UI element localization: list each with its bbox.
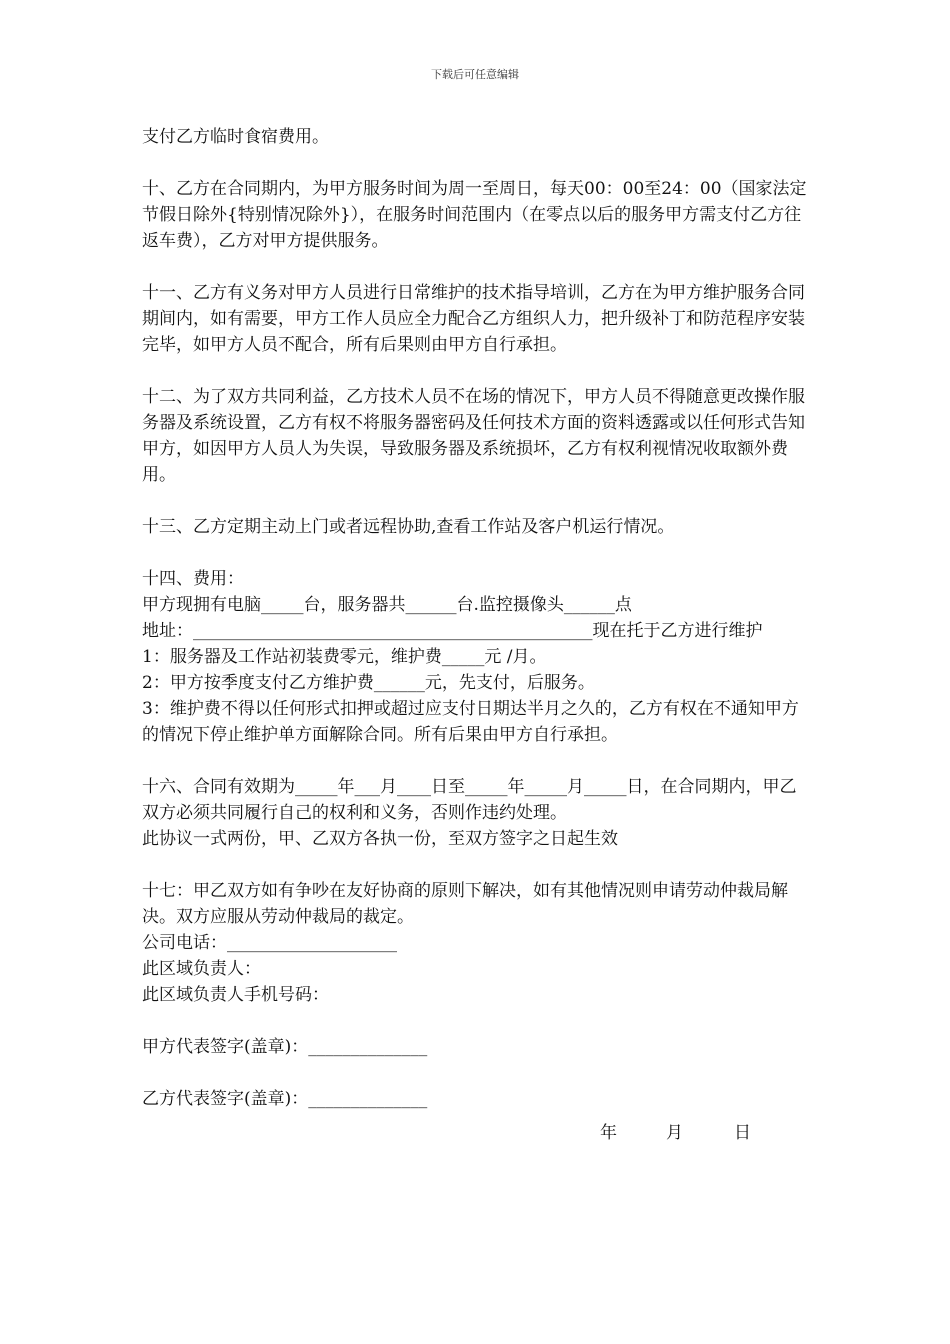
fees-item-2: 2：甲方按季度支付乙方维护费______元，先支付，后服务。 bbox=[142, 673, 595, 693]
date-month: 月 bbox=[666, 1123, 683, 1143]
clause-16-term: 十六、合同有效期为_____年___月____日至_____年_____月_____日，在合同期内，甲乙双方必须共同履行自己的权利和义务，否则作违约处理。 bbox=[142, 777, 797, 823]
date-year: 年 bbox=[600, 1123, 617, 1143]
date-day: 日 bbox=[734, 1123, 751, 1143]
clause-17-dispute: 十七：甲乙双方如有争吵在友好协商的原则下解决，如有其他情况则申请劳动仲裁局解决。双方应服从劳动仲裁局的裁定。 bbox=[142, 881, 788, 927]
fees-item-3: 3：维护费不得以任何形式扣押或超过应支付日期达半月之久的，乙方有权在不通知甲方的情况下停止维护单方面解除合同。所有后果由甲方自行承担。 bbox=[142, 699, 799, 745]
region-manager-phone-line: 此区域负责人手机号码： bbox=[142, 985, 329, 1005]
paragraph-food-lodging: 支付乙方临时食宿费用。 bbox=[142, 127, 329, 147]
clause-14-heading: 十四、费用： bbox=[142, 569, 244, 589]
party-a-signature-line: 甲方代表签字(盖章)：______________ bbox=[142, 1037, 428, 1057]
agreement-copies: 此协议一式两份，甲、乙双方各执一份，至双方签字之日起生效 bbox=[142, 829, 618, 849]
clause-11-training: 十一、乙方有义务对甲方人员进行日常维护的技术指导培训，乙方在为甲方维护服务合同期间内，如有需要，甲方工作人员应全力配合乙方组织人力，把升级补丁和防范程序安装完毕，如甲方人员不配合，所有后果则由甲方自行承担。 bbox=[142, 283, 805, 355]
clause-13-inspection: 十三、乙方定期主动上门或者远程协助,查看工作站及客户机运行情况。 bbox=[142, 517, 675, 537]
company-phone-line: 公司电话：____________________ bbox=[142, 933, 397, 953]
clause-10-service-hours: 十、乙方在合同期内，为甲方服务时间为周一至周日，每天00：00至24：00（国家法定节假日除外{特别情况除外}），在服务时间范围内（在零点以后的服务甲方需支付乙方往返车费），乙方对甲方提供服务。 bbox=[142, 179, 807, 251]
page-header-note: 下载后可任意编辑 bbox=[431, 68, 519, 81]
fees-item-1: 1：服务器及工作站初装费零元，维护费_____元 /月。 bbox=[142, 647, 547, 667]
fees-equipment-line: 甲方现拥有电脑_____台，服务器共______台.监控摄像头______点 bbox=[142, 595, 632, 615]
region-manager-line: 此区域负责人： bbox=[142, 959, 261, 979]
clause-12-system-settings: 十二、为了双方共同利益，乙方技术人员不在场的情况下，甲方人员不得随意更改操作服务器及系统设置，乙方有权不将服务器密码及任何技术方面的资料透露或以任何形式告知甲方，如因甲方人员人为失误，导致服务器及系统损坏，乙方有权利视情况收取额外费用。 bbox=[142, 387, 805, 485]
signing-date bbox=[600, 1120, 780, 1146]
document-body bbox=[142, 124, 812, 1112]
party-b-signature-line: 乙方代表签字(盖章)：______________ bbox=[142, 1089, 428, 1109]
fees-address-line: 地址：_______________________________________________现在托于乙方进行维护 bbox=[142, 621, 763, 641]
